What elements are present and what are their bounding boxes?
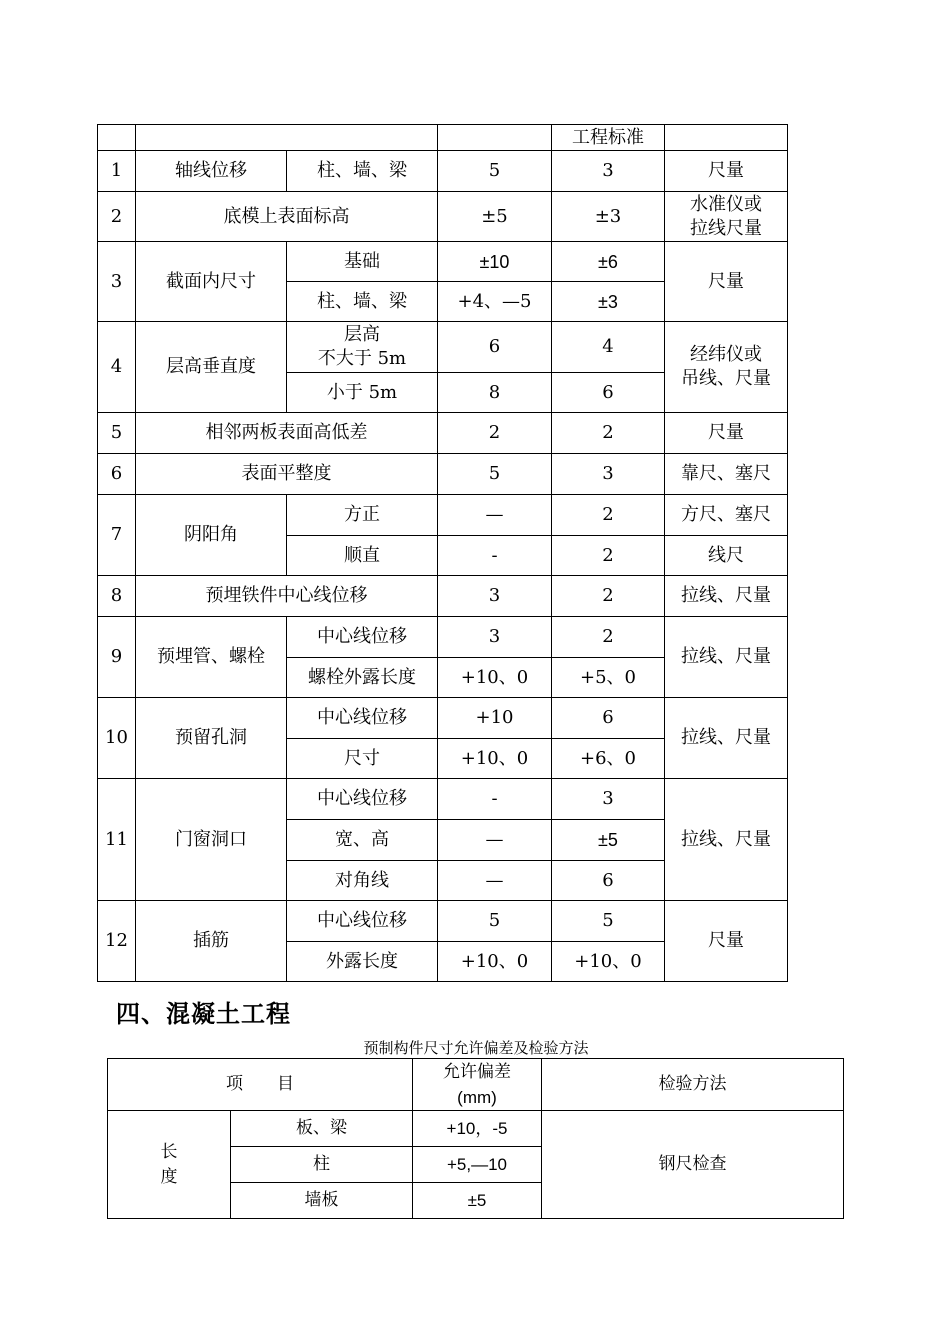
value-a: —	[438, 820, 552, 861]
value-a: —	[438, 861, 552, 901]
value-b: 3	[552, 779, 665, 820]
value-b: ±3	[552, 282, 665, 322]
table-row	[98, 242, 788, 282]
header-standard: 工程标准	[552, 125, 665, 151]
row-number: 3	[98, 242, 136, 322]
header-deviation	[413, 1059, 542, 1111]
method-cell	[665, 322, 788, 413]
value-a: -	[438, 779, 552, 820]
sub-item-cell: 螺栓外露长度	[287, 658, 438, 698]
value-a: 2	[438, 413, 552, 454]
row-number: 11	[98, 779, 136, 901]
method-line: 吊线、尺量	[681, 368, 771, 389]
value-b: 2	[552, 576, 665, 617]
group-label	[108, 1111, 231, 1219]
row-number: 10	[98, 698, 136, 779]
row-number: 8	[98, 576, 136, 617]
table-row	[98, 576, 788, 617]
item-cell: 截面内尺寸	[136, 242, 287, 322]
value-b: +10、0	[552, 942, 665, 982]
value-b: 3	[552, 151, 665, 192]
row-number: 7	[98, 495, 136, 576]
item-cell: 阴阳角	[136, 495, 287, 576]
sub-item-cell: 方正	[287, 495, 438, 536]
value-b: 2	[552, 617, 665, 658]
sub-item-cell: 对角线	[287, 861, 438, 901]
value-a: -	[438, 536, 552, 576]
value-a: —	[438, 495, 552, 536]
item-cell: 轴线位移	[136, 151, 287, 192]
sub-item-cell: 尺寸	[287, 739, 438, 779]
tolerance-table	[97, 124, 788, 982]
table-row	[98, 413, 788, 454]
table-row	[98, 322, 788, 373]
table-row	[98, 192, 788, 242]
sub-item-line: 层高	[344, 324, 380, 345]
row-number: 9	[98, 617, 136, 698]
item-cell: 预埋铁件中心线位移	[136, 576, 438, 617]
table-row	[98, 779, 788, 820]
precast-tolerance-table	[107, 1058, 844, 1219]
value-b: ±5	[552, 820, 665, 861]
sub-item-cell: 小于 5m	[287, 373, 438, 413]
method-cell: 尺量	[665, 901, 788, 982]
row-number: 1	[98, 151, 136, 192]
value-a: +10、0	[438, 739, 552, 779]
value-a: ±5	[438, 192, 552, 242]
value-b: 2	[552, 536, 665, 576]
header-cell	[665, 125, 788, 151]
item-cell: 层高垂直度	[136, 322, 287, 413]
header-cell	[136, 125, 438, 151]
item-cell: 预留孔洞	[136, 698, 287, 779]
item-cell: 表面平整度	[136, 454, 438, 495]
method-cell: 尺量	[665, 151, 788, 192]
sub-item-cell: 外露长度	[287, 942, 438, 982]
header-cell	[98, 125, 136, 151]
sub-item-cell: 中心线位移	[287, 617, 438, 658]
sub-item-cell: 柱	[231, 1147, 413, 1183]
header-item: 项 目	[108, 1059, 413, 1111]
method-cell: 拉线、尺量	[665, 576, 788, 617]
value-a: 5	[438, 901, 552, 942]
header-deviation-line: 允许偏差	[443, 1061, 511, 1082]
value-a: 3	[438, 576, 552, 617]
value-b: 5	[552, 901, 665, 942]
sub-item-cell	[287, 322, 438, 373]
method-line: 拉线尺量	[690, 217, 762, 239]
value-b: 6	[552, 373, 665, 413]
sub-item-cell: 板、梁	[231, 1111, 413, 1147]
value-b: 4	[552, 322, 665, 373]
table-row	[98, 617, 788, 658]
value-a: 5	[438, 454, 552, 495]
value-a: +4、—5	[438, 282, 552, 322]
value-a: 5	[438, 151, 552, 192]
table-row	[98, 698, 788, 739]
item-cell: 预埋管、螺栓	[136, 617, 287, 698]
row-number: 4	[98, 322, 136, 413]
row-number: 12	[98, 901, 136, 982]
value-a: 8	[438, 373, 552, 413]
method-cell: 方尺、塞尺	[665, 495, 788, 536]
item-cell: 相邻两板表面高低差	[136, 413, 438, 454]
value-b: 2	[552, 413, 665, 454]
sub-item-cell: 墙板	[231, 1183, 413, 1219]
table-row	[98, 901, 788, 942]
sub-item-cell: 基础	[287, 242, 438, 282]
deviation-cell: +10，-5	[413, 1111, 542, 1147]
deviation-cell: +5,—10	[413, 1147, 542, 1183]
method-cell: 尺量	[665, 242, 788, 322]
row-number: 6	[98, 454, 136, 495]
value-b: 3	[552, 454, 665, 495]
header-deviation-unit: (mm)	[457, 1087, 497, 1107]
value-a: +10	[438, 698, 552, 739]
value-b: +6、0	[552, 739, 665, 779]
sub-item-cell: 柱、墙、梁	[287, 151, 438, 192]
method-cell: 拉线、尺量	[665, 617, 788, 698]
item-cell: 插筋	[136, 901, 287, 982]
value-a: 6	[438, 322, 552, 373]
sub-item-cell: 中心线位移	[287, 698, 438, 739]
method-cell: 靠尺、塞尺	[665, 454, 788, 495]
item-cell: 门窗洞口	[136, 779, 287, 901]
row-number: 2	[98, 192, 136, 242]
sub-item-cell: 柱、墙、梁	[287, 282, 438, 322]
method-cell	[665, 192, 788, 242]
item-cell: 底模上表面标高	[136, 192, 438, 242]
method-line: 水准仪或	[690, 193, 762, 215]
method-cell: 尺量	[665, 413, 788, 454]
value-b: 6	[552, 861, 665, 901]
table-caption: 预制构件尺寸允许偏差及检验方法	[363, 1039, 589, 1057]
header-cell	[438, 125, 552, 151]
table-row	[98, 151, 788, 192]
table-row	[98, 454, 788, 495]
row-number: 5	[98, 413, 136, 454]
method-line: 经纬仪或	[690, 344, 762, 365]
header-method: 检验方法	[542, 1059, 844, 1111]
method-cell: 拉线、尺量	[665, 779, 788, 901]
method-cell: 线尺	[665, 536, 788, 576]
group-label-line: 长	[160, 1141, 178, 1162]
value-a: +10、0	[438, 942, 552, 982]
value-a: ±10	[438, 242, 552, 282]
sub-item-cell: 顺直	[287, 536, 438, 576]
group-label-line: 度	[160, 1166, 178, 1187]
method-cell: 钢尺检查	[542, 1111, 844, 1219]
sub-item-cell: 宽、高	[287, 820, 438, 861]
value-b: ±6	[552, 242, 665, 282]
value-b: 6	[552, 698, 665, 739]
value-a: +10、0	[438, 658, 552, 698]
table-row	[108, 1111, 844, 1147]
value-b: ±3	[552, 192, 665, 242]
sub-item-cell: 中心线位移	[287, 901, 438, 942]
sub-item-cell: 中心线位移	[287, 779, 438, 820]
table-row	[98, 495, 788, 536]
value-a: 3	[438, 617, 552, 658]
value-b: +5、0	[552, 658, 665, 698]
section-heading: 四、混凝土工程	[116, 1000, 291, 1028]
deviation-cell: ±5	[413, 1183, 542, 1219]
method-cell: 拉线、尺量	[665, 698, 788, 779]
sub-item-line: 不大于 5m	[317, 348, 407, 369]
value-b: 2	[552, 495, 665, 536]
